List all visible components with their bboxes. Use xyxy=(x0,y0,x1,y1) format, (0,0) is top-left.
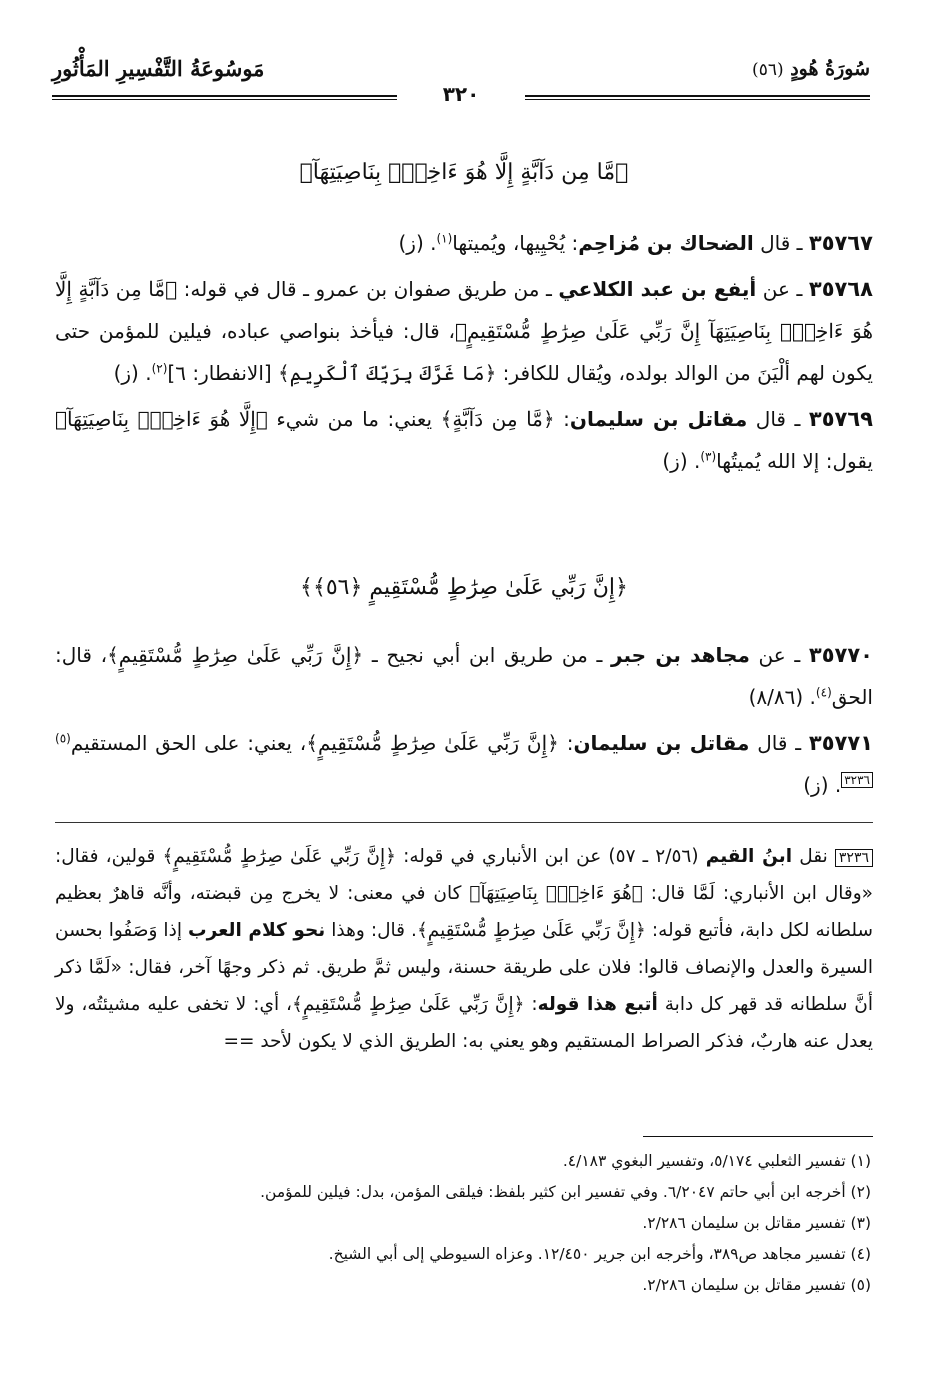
footnote-ref[interactable]: (٥) xyxy=(55,731,71,746)
narration-number: ٣٥٧٧٠ xyxy=(808,643,873,667)
footnote-ref[interactable]: (٤) xyxy=(815,685,832,700)
footnote-3: (٣) تفسير مقاتل بن سليمان ٢/٢٨٦. xyxy=(642,1214,871,1232)
narrator-name: مقاتل بن سليمان xyxy=(573,731,750,755)
quran-quote: ﴿مَّا مِن دَآبَّةٍ﴾ xyxy=(440,407,555,431)
narrator-name: مقاتل بن سليمان xyxy=(569,407,748,431)
narrator-name: الضحاك بن مُزاحِم xyxy=(578,231,754,255)
footnote-rule xyxy=(643,1136,873,1137)
quran-quote: ﴿هُوَ ءَاخِذٌۢ بِنَاصِيَتِهَآ﴾ xyxy=(469,883,643,904)
quran-quote: ﴿إِنَّ رَبِّي عَلَىٰ صِرَٰطٍ مُّسْتَقِيمٍ﴾ xyxy=(107,643,364,667)
explanatory-note: ٣٢٣٦ نقل ابنُ القيم (٢/٥٦ ـ ٥٧) عن ابن الأنباري في قوله: ﴿إِنَّ رَبِّي عَلَىٰ صِرَٰطٍ مُّسْتَقِيمٍ﴾ قولين، فقال: «وقال ابن الأنباري: لَمَّا قال: ﴿هُوَ ءَاخِذٌۢ بِنَاصِيَتِهَآ﴾ كان في معنى: لا يخرج مِن قبضته، وأنَّه قاهرٌ بعظيم سلطانه لكل دابة، فأتبع قوله: ﴿إِنَّ رَبِّي عَلَىٰ صِرَٰطٍ مُّسْتَقِيمٍ﴾. قال: وهذا نحو كلام العرب إذا وَصَفُوا بحسن السيرة والعدل والإنصاف قالوا: فلان على طريقة حسنة، وليس ثمَّ طريق. ثم ذكر وجهًا آخر، فقال: «لَمَّا ذكر أنَّ سلطانه قد قهر كل دابة أتبع هذا قوله: ﴿إِنَّ رَبِّي عَلَىٰ صِرَٰطٍ مُّسْتَقِيمٍ﴾، أي: لا تخفى عليه مشيئتُه، ولا يعدل عنه هاربٌ، فذكر الصراط المستقيم وهو يعني به: الطريق الذي لا يكون لأحد == xyxy=(55,846,874,1052)
note-separator xyxy=(55,822,873,823)
footnote-4: (٤) تفسير مجاهد ص٣٨٩، وأخرجه ابن جرير ١٢/٤٥٠. وعزاه السيوطي إلى أبي الشيخ. xyxy=(328,1245,871,1263)
note-ref-box[interactable]: ٣٢٣٦ xyxy=(841,772,873,788)
narrations-block-2 xyxy=(55,634,873,806)
narration-35769: ٣٥٧٦٩ ـ قال مقاتل بن سليمان: ﴿مَّا مِن دَآبَّةٍ﴾ يعني: ما من شيء ﴿إِلَّا هُوَ ءَاخِذٌۢ بِنَاصِيَتِهَآ﴾ يقول: إلا الله يُميتُها$^{(٣)}$. (ز) xyxy=(55,407,873,473)
footnote-2: (٢) أخرجه ابن أبي حاتم ٦/٢٠٤٧. وفي تفسير ابن كثير بلفظ: فيلقى المؤمن، بدل: فيلين للمؤمن. xyxy=(260,1183,871,1201)
quran-quote: ﴿إِنَّ رَبِّي عَلَىٰ صِرَٰطٍ مُّسْتَقِيمٍ﴾ xyxy=(416,920,646,941)
verse-number: (٥٦) xyxy=(752,60,784,80)
note-number-box: ٣٢٣٦ xyxy=(835,849,873,867)
footnote-ref[interactable]: (١) xyxy=(436,231,453,246)
narrations-block-1 xyxy=(55,222,873,482)
header-rule-right xyxy=(525,95,870,97)
surah-ref: [الانفطار: ٦] xyxy=(167,361,279,385)
surah-title xyxy=(752,58,870,80)
footnotes xyxy=(61,1146,871,1301)
footnote-ref[interactable]: (٢) xyxy=(151,361,168,376)
narration-35771: ٣٥٧٧١ ـ قال مقاتل بن سليمان: ﴿إِنَّ رَبِّي عَلَىٰ صِرَٰطٍ مُّسْتَقِيمٍ﴾، يعني: على الحق المستقيم$^{(٥)}$٣٢٣٦. (ز) xyxy=(55,731,874,797)
quran-quote: ﴿مَّا مِن دَآبَّةٍ إِلَّا هُوَ ءَاخِذٌۢ بِنَاصِيَتِهَآ إِنَّ رَبِّي عَلَىٰ صِرَٰطٍ مُّسْتَقِيمٍ﴾ xyxy=(55,277,873,343)
narration-35768: ٣٥٧٦٨ ـ عن أيفع بن عبد الكلاعي ـ من طريق صفوان بن عمرو ـ قال في قوله: ﴿مَّا مِن دَآبَّةٍ إِلَّا هُوَ ءَاخِذٌۢ بِنَاصِيَتِهَآ إِنَّ رَبِّي عَلَىٰ صِرَٰطٍ مُّسْتَقِيمٍ﴾، قال: فيأخذ بنواصي عباده، فيلين للمؤمن حتى يكون لهم ألْيَنَ من الوالد بولده، ويُقال للكافر: ﴿مَا غَرَّكَ بِرَبِّكَ ٱلْكَرِيمِ﴾ [الانفطار: ٦]$^{(٢)}$. (ز) xyxy=(55,277,873,385)
narration-number: ٣٥٧٦٨ xyxy=(808,277,873,301)
narrator-name: أيفع بن عبد الكلاعي xyxy=(558,277,757,301)
narration-number: ٣٥٧٦٧ xyxy=(808,231,873,255)
page-number: ٣٢٠ xyxy=(433,82,490,106)
header-rule-left xyxy=(52,95,397,97)
verse-heading: ﴿مَّا مِن دَآبَّةٍ إِلَّا هُوَ ءَاخِذٌۢ بِنَاصِيَتِهَآ﴾ xyxy=(299,160,629,185)
quran-quote: ﴿إِلَّا هُوَ ءَاخِذٌۢ بِنَاصِيَتِهَآ﴾ xyxy=(55,407,268,431)
narration-number: ٣٥٧٧١ xyxy=(808,731,874,755)
footnote-5: (٥) تفسير مقاتل بن سليمان ٢/٢٨٦. xyxy=(642,1276,871,1294)
quran-quote: ﴿إِنَّ رَبِّي عَلَىٰ صِرَٰطٍ مُّسْتَقِيمٍ﴾ xyxy=(292,994,525,1015)
page-header xyxy=(52,52,870,104)
footnote-1: (١) تفسير الثعلبي ٥/١٧٤، وتفسير البغوي ٤/١٨٣. xyxy=(562,1152,871,1170)
verse-heading: ﴿إِنَّ رَبِّي عَلَىٰ صِرَٰطٍ مُّسْتَقِيمٍ ﴿٥٦﴾﴾ xyxy=(300,575,628,600)
narration-35770: ٣٥٧٧٠ ـ عن مجاهد بن جبر ـ من طريق ابن أبي نجيح ـ ﴿إِنَّ رَبِّي عَلَىٰ صِرَٰطٍ مُّسْتَقِيمٍ﴾، قال: الحق$^{(٤)}$. (٨/٨٦) xyxy=(55,643,873,709)
quran-quote: ﴿مَا غَرَّكَ بِرَبِّكَ ٱلْكَرِيمِ﴾ xyxy=(278,361,497,385)
footnote-ref[interactable]: (٣) xyxy=(700,449,717,464)
quran-quote: ﴿إِنَّ رَبِّي عَلَىٰ صِرَٰطٍ مُّسْتَقِيمٍ﴾ xyxy=(306,731,559,755)
quran-quote: ﴿إِنَّ رَبِّي عَلَىٰ صِرَٰطٍ مُّسْتَقِيمٍ﴾ xyxy=(162,846,396,867)
narration-35767: ٣٥٧٦٧ ـ قال الضحاك بن مُزاحِم: يُحْيِيها، ويُميتها$^{(١)}$. (ز) xyxy=(398,231,873,255)
surah-name: سُورَةُ هُودٍ xyxy=(790,58,870,80)
narration-number: ٣٥٧٦٩ xyxy=(808,407,873,431)
narrator-name: مجاهد بن جبر xyxy=(611,643,750,667)
book-title: مَوسُوعَةُ التَّفْسِيرِ المَأْثُورِ xyxy=(52,56,265,81)
